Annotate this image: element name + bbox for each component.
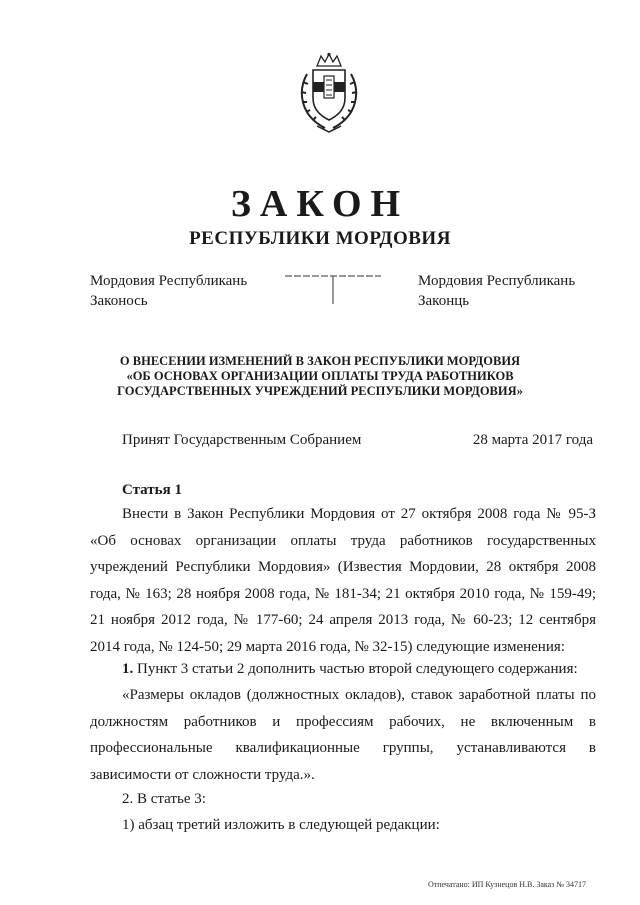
local-name-right-line2: Законць: [418, 293, 470, 309]
paragraph-item-2: 2. В статье 3:: [122, 791, 206, 807]
local-name-left: [90, 271, 247, 311]
local-name-left-line2: Законось: [90, 293, 148, 309]
print-footer: Отпечатано: ИП Кузнецов Н.В. Заказ № 34717: [427, 880, 586, 889]
law-heading-line3: ГОСУДАРСТВЕННЫХ УЧРЕЖДЕНИЙ РЕСПУБЛИКИ МОРДОВИЯ»: [117, 384, 523, 398]
adopted-label: Принят Государственным Собранием: [122, 432, 362, 448]
local-name-right-line1: Мордовия Республикань: [418, 273, 576, 289]
paragraph-item-1: [90, 656, 596, 683]
document-subtitle: РЕСПУБЛИКИ МОРДОВИЯ: [189, 228, 451, 249]
law-heading-line2: «ОБ ОСНОВАХ ОРГАНИЗАЦИИ ОПЛАТЫ ТРУДА РАБОТНИКОВ: [126, 369, 514, 383]
item-1-text: Пункт 3 статьи 2 дополнить частью второй следующего содержания:: [133, 661, 578, 677]
adopted-date: 28 марта 2017 года: [472, 432, 593, 448]
local-name-left-line1: Мордовия Республикань: [90, 273, 248, 289]
paragraph-intro: Внести в Закон Республики Мордовия от 27 октября 2008 года № 95-З «Об основах организации оплаты труда работников государственных учреждений Республики Мордовия» (Известия Мордовии, 28 октября 2008 года, № 163; 28 ноября 2008 года, № 181-34; 21 октября 2010 года, № 159-49; 21 ноября 2012 года, № 177-60; 24 апреля 2013 года, № 60-23; 12 сентября 2014 года, № 124-50; 29 марта 2016 года, № 32-15) следующие изменения:: [90, 506, 596, 655]
law-heading: [0, 354, 640, 399]
header-divider: [285, 273, 381, 305]
local-name-right: [418, 271, 575, 311]
article-title: Статья 1: [122, 482, 182, 498]
document-title: ЗАКОН: [230, 183, 410, 225]
law-heading-line1: О ВНЕСЕНИИ ИЗМЕНЕНИЙ В ЗАКОН РЕСПУБЛИКИ МОРДОВИЯ: [119, 354, 521, 368]
paragraph-quote: «Размеры окладов (должностных окладов), ставок заработной платы по должностям работников и профессиям рабочих, не включенным в профессиональные квалификационные группы, устанавливаются в зависимости от сложности труда.».: [90, 687, 596, 783]
item-1-number: 1.: [122, 661, 134, 677]
coat-of-arms-emblem: [295, 52, 363, 134]
paragraph-subitem-1: 1) абзац третий изложить в следующей редакции:: [122, 817, 440, 833]
